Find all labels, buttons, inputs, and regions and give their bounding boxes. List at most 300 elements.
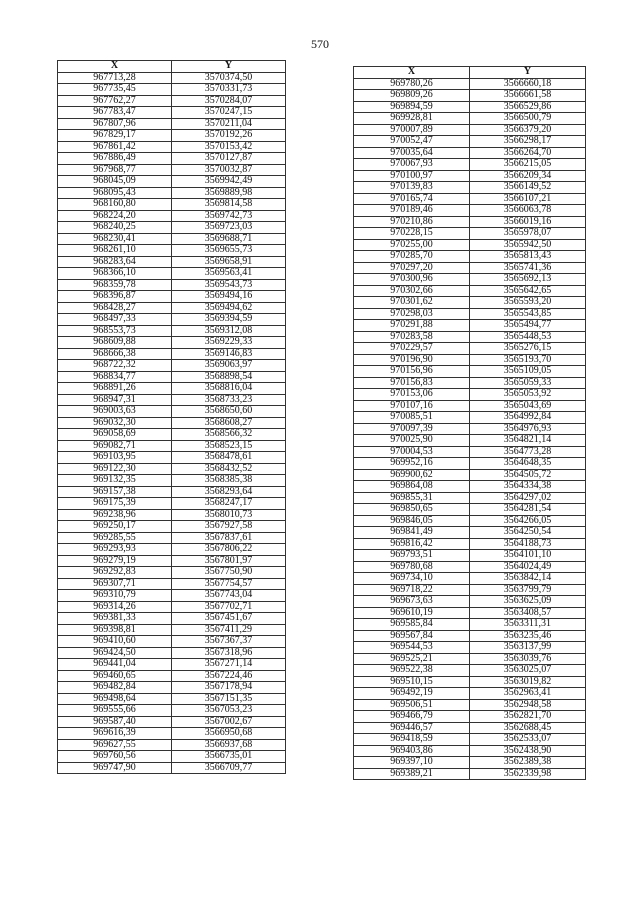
cell-x: 969610,19 bbox=[354, 607, 470, 619]
table-row bbox=[354, 216, 586, 228]
table-row bbox=[58, 555, 286, 567]
cell-x: 970035,64 bbox=[354, 147, 470, 159]
table-row bbox=[58, 659, 286, 671]
cell-x: 967886,49 bbox=[58, 153, 172, 165]
cell-y: 3562389,38 bbox=[470, 757, 586, 769]
cell-y: 3566709,77 bbox=[172, 762, 286, 774]
cell-x: 970067,93 bbox=[354, 159, 470, 171]
cell-x: 969522,38 bbox=[354, 665, 470, 677]
cell-x: 970228,15 bbox=[354, 228, 470, 240]
table-row bbox=[354, 101, 586, 113]
cell-y: 3562963,41 bbox=[470, 688, 586, 700]
cell-y: 3565543,85 bbox=[470, 308, 586, 320]
cell-y: 3564250,54 bbox=[470, 527, 586, 539]
table-row bbox=[58, 130, 286, 142]
cell-y: 3567411,29 bbox=[172, 624, 286, 636]
cell-y: 3570284,07 bbox=[172, 95, 286, 107]
cell-x: 969032,30 bbox=[58, 417, 172, 429]
coordinates-table-left bbox=[57, 60, 286, 774]
table-row bbox=[354, 228, 586, 240]
table-row bbox=[58, 705, 286, 717]
cell-y: 3569889,98 bbox=[172, 187, 286, 199]
cell-y: 3563137,99 bbox=[470, 642, 586, 654]
cell-x: 968240,25 bbox=[58, 222, 172, 234]
cell-y: 3567927,58 bbox=[172, 521, 286, 533]
cell-x: 968722,32 bbox=[58, 360, 172, 372]
table-row bbox=[354, 722, 586, 734]
cell-x: 969846,05 bbox=[354, 515, 470, 527]
table-row bbox=[58, 360, 286, 372]
cell-x: 969410,60 bbox=[58, 636, 172, 648]
table-row bbox=[58, 498, 286, 510]
table-row bbox=[354, 182, 586, 194]
cell-x: 970156,96 bbox=[354, 366, 470, 378]
cell-y: 3570153,42 bbox=[172, 141, 286, 153]
table-row bbox=[58, 153, 286, 165]
cell-x: 969734,10 bbox=[354, 573, 470, 585]
cell-x: 969122,30 bbox=[58, 463, 172, 475]
cell-y: 3562948,58 bbox=[470, 699, 586, 711]
cell-y: 3564188,73 bbox=[470, 538, 586, 550]
table-row bbox=[58, 176, 286, 188]
cell-y: 3564334,38 bbox=[470, 481, 586, 493]
table-row bbox=[58, 337, 286, 349]
table-row bbox=[58, 601, 286, 613]
cell-x: 969460,65 bbox=[58, 670, 172, 682]
table-row bbox=[58, 118, 286, 130]
cell-x: 970189,46 bbox=[354, 205, 470, 217]
cell-y: 3568733,23 bbox=[172, 394, 286, 406]
cell-x: 969238,96 bbox=[58, 509, 172, 521]
cell-y: 3566264,70 bbox=[470, 147, 586, 159]
table-row bbox=[354, 124, 586, 136]
cell-x: 969780,68 bbox=[354, 561, 470, 573]
table-row bbox=[58, 463, 286, 475]
cell-x: 969307,71 bbox=[58, 578, 172, 590]
cell-x: 968396,87 bbox=[58, 291, 172, 303]
table-row bbox=[354, 642, 586, 654]
cell-y: 3564821,14 bbox=[470, 435, 586, 447]
table-row bbox=[58, 314, 286, 326]
table-row bbox=[354, 515, 586, 527]
cell-y: 3564505,72 bbox=[470, 469, 586, 481]
cell-x: 969900,62 bbox=[354, 469, 470, 481]
cell-y: 3562438,90 bbox=[470, 745, 586, 757]
table-row bbox=[58, 429, 286, 441]
cell-y: 3570331,73 bbox=[172, 84, 286, 96]
cell-y: 3570374,50 bbox=[172, 72, 286, 84]
cell-y: 3565978,07 bbox=[470, 228, 586, 240]
table-row bbox=[58, 164, 286, 176]
cell-y: 3566298,17 bbox=[470, 136, 586, 148]
cell-x: 967713,28 bbox=[58, 72, 172, 84]
cell-y: 3567801,97 bbox=[172, 555, 286, 567]
cell-x: 967968,77 bbox=[58, 164, 172, 176]
cell-x: 969809,26 bbox=[354, 90, 470, 102]
table-row bbox=[354, 584, 586, 596]
cell-y: 3563235,46 bbox=[470, 630, 586, 642]
cell-y: 3562339,98 bbox=[470, 768, 586, 780]
table-row bbox=[354, 757, 586, 769]
cell-x: 970165,74 bbox=[354, 193, 470, 205]
cell-x: 969285,55 bbox=[58, 532, 172, 544]
table-row bbox=[354, 354, 586, 366]
cell-x: 969398,81 bbox=[58, 624, 172, 636]
cell-y: 3564648,35 bbox=[470, 458, 586, 470]
table-row bbox=[58, 199, 286, 211]
cell-x: 969747,90 bbox=[58, 762, 172, 774]
cell-y: 3569494,16 bbox=[172, 291, 286, 303]
cell-y: 3565276,15 bbox=[470, 343, 586, 355]
cell-y: 3569229,33 bbox=[172, 337, 286, 349]
table-row bbox=[58, 256, 286, 268]
table-row bbox=[354, 435, 586, 447]
cell-y: 3563799,79 bbox=[470, 584, 586, 596]
table-row bbox=[58, 578, 286, 590]
cell-y: 3566379,20 bbox=[470, 124, 586, 136]
cell-y: 3567743,04 bbox=[172, 590, 286, 602]
cell-x: 969492,19 bbox=[354, 688, 470, 700]
table-row bbox=[58, 187, 286, 199]
cell-x: 967783,47 bbox=[58, 107, 172, 119]
cell-y: 3569658,91 bbox=[172, 256, 286, 268]
cell-x: 969567,84 bbox=[354, 630, 470, 642]
cell-x: 970300,96 bbox=[354, 274, 470, 286]
cell-y: 3564024,49 bbox=[470, 561, 586, 573]
cell-x: 968666,38 bbox=[58, 348, 172, 360]
table-row bbox=[58, 647, 286, 659]
cell-x: 969292,83 bbox=[58, 567, 172, 579]
table-row bbox=[354, 573, 586, 585]
table-row bbox=[354, 389, 586, 401]
cell-x: 970298,03 bbox=[354, 308, 470, 320]
table-row bbox=[354, 561, 586, 573]
cell-y: 3568478,61 bbox=[172, 452, 286, 464]
table-row bbox=[354, 596, 586, 608]
cell-y: 3569063,97 bbox=[172, 360, 286, 372]
table-row bbox=[58, 475, 286, 487]
cell-x: 969082,71 bbox=[58, 440, 172, 452]
table-row bbox=[354, 400, 586, 412]
cell-y: 3570032,87 bbox=[172, 164, 286, 176]
table-row bbox=[354, 113, 586, 125]
cell-x: 969585,84 bbox=[354, 619, 470, 631]
table-row bbox=[354, 699, 586, 711]
table-row bbox=[58, 302, 286, 314]
cell-x: 969279,19 bbox=[58, 555, 172, 567]
table-row bbox=[354, 78, 586, 90]
table-row bbox=[58, 567, 286, 579]
cell-x: 968609,88 bbox=[58, 337, 172, 349]
cell-y: 3569394,59 bbox=[172, 314, 286, 326]
cell-y: 3569312,08 bbox=[172, 325, 286, 337]
table-row bbox=[354, 768, 586, 780]
cell-y: 3570192,26 bbox=[172, 130, 286, 142]
cell-x: 968359,78 bbox=[58, 279, 172, 291]
cell-y: 3569655,73 bbox=[172, 245, 286, 257]
cell-x: 969673,63 bbox=[354, 596, 470, 608]
cell-y: 3567178,94 bbox=[172, 682, 286, 694]
table-row bbox=[354, 734, 586, 746]
cell-y: 3568293,64 bbox=[172, 486, 286, 498]
table-row bbox=[354, 262, 586, 274]
cell-x: 969498,64 bbox=[58, 693, 172, 705]
cell-y: 3567702,71 bbox=[172, 601, 286, 613]
cell-x: 969482,84 bbox=[58, 682, 172, 694]
cell-y: 3568608,27 bbox=[172, 417, 286, 429]
table-row bbox=[58, 486, 286, 498]
cell-y: 3569814,58 bbox=[172, 199, 286, 211]
cell-y: 3566215,05 bbox=[470, 159, 586, 171]
table-row bbox=[354, 538, 586, 550]
column-header-x: X bbox=[58, 61, 172, 73]
cell-y: 3565053,92 bbox=[470, 389, 586, 401]
cell-x: 967762,27 bbox=[58, 95, 172, 107]
cell-y: 3565109,05 bbox=[470, 366, 586, 378]
table-row bbox=[354, 653, 586, 665]
cell-y: 3567750,90 bbox=[172, 567, 286, 579]
table-row bbox=[58, 84, 286, 96]
cell-x: 969627,55 bbox=[58, 739, 172, 751]
cell-y: 3568898,54 bbox=[172, 371, 286, 383]
cell-y: 3566019,16 bbox=[470, 216, 586, 228]
table-header-row bbox=[58, 61, 286, 73]
table-row bbox=[354, 159, 586, 171]
cell-y: 3563625,09 bbox=[470, 596, 586, 608]
table-row bbox=[58, 141, 286, 153]
cell-y: 3564266,05 bbox=[470, 515, 586, 527]
cell-x: 968230,41 bbox=[58, 233, 172, 245]
table-row bbox=[354, 630, 586, 642]
cell-x: 969525,21 bbox=[354, 653, 470, 665]
cell-y: 3567151,35 bbox=[172, 693, 286, 705]
cell-x: 967735,45 bbox=[58, 84, 172, 96]
cell-x: 969003,63 bbox=[58, 406, 172, 418]
cell-x: 969314,26 bbox=[58, 601, 172, 613]
cell-y: 3563025,07 bbox=[470, 665, 586, 677]
cell-y: 3567754,57 bbox=[172, 578, 286, 590]
cell-x: 968553,73 bbox=[58, 325, 172, 337]
cell-y: 3567806,22 bbox=[172, 544, 286, 556]
cell-x: 969555,66 bbox=[58, 705, 172, 717]
table-row bbox=[58, 210, 286, 222]
table-row bbox=[58, 72, 286, 84]
table-row bbox=[354, 297, 586, 309]
cell-y: 3563842,14 bbox=[470, 573, 586, 585]
cell-y: 3570211,04 bbox=[172, 118, 286, 130]
table-row bbox=[354, 504, 586, 516]
cell-x: 969864,08 bbox=[354, 481, 470, 493]
cell-y: 3566950,68 bbox=[172, 728, 286, 740]
cell-x: 970097,39 bbox=[354, 423, 470, 435]
cell-x: 970004,53 bbox=[354, 446, 470, 458]
cell-y: 3565942,50 bbox=[470, 239, 586, 251]
table-row bbox=[58, 716, 286, 728]
cell-x: 970196,90 bbox=[354, 354, 470, 366]
cell-x: 969510,15 bbox=[354, 676, 470, 688]
table-row bbox=[58, 590, 286, 602]
column-header-y: Y bbox=[470, 67, 586, 79]
table-row bbox=[58, 245, 286, 257]
cell-x: 970285,70 bbox=[354, 251, 470, 263]
table-row bbox=[58, 728, 286, 740]
cell-y: 3566735,01 bbox=[172, 751, 286, 763]
cell-y: 3563408,57 bbox=[470, 607, 586, 619]
cell-x: 969397,10 bbox=[354, 757, 470, 769]
cell-y: 3570247,15 bbox=[172, 107, 286, 119]
table-row bbox=[354, 412, 586, 424]
cell-x: 969587,40 bbox=[58, 716, 172, 728]
cell-y: 3563019,82 bbox=[470, 676, 586, 688]
table-row bbox=[354, 90, 586, 102]
cell-y: 3564297,02 bbox=[470, 492, 586, 504]
table-row bbox=[354, 481, 586, 493]
cell-x: 969389,21 bbox=[354, 768, 470, 780]
cell-x: 969293,93 bbox=[58, 544, 172, 556]
cell-y: 3569563,41 bbox=[172, 268, 286, 280]
cell-x: 970052,47 bbox=[354, 136, 470, 148]
coordinates-table-right bbox=[353, 66, 586, 780]
page-number: 570 bbox=[311, 37, 329, 51]
cell-y: 3569742,73 bbox=[172, 210, 286, 222]
cell-x: 968095,43 bbox=[58, 187, 172, 199]
table-row bbox=[354, 320, 586, 332]
cell-y: 3565448,53 bbox=[470, 331, 586, 343]
cell-x: 970139,83 bbox=[354, 182, 470, 194]
cell-y: 3565193,70 bbox=[470, 354, 586, 366]
table-row bbox=[354, 308, 586, 320]
table-row bbox=[58, 509, 286, 521]
cell-y: 3568247,17 bbox=[172, 498, 286, 510]
table-row bbox=[354, 285, 586, 297]
table-row bbox=[354, 619, 586, 631]
table-row bbox=[58, 417, 286, 429]
cell-x: 969175,39 bbox=[58, 498, 172, 510]
table-header-row bbox=[354, 67, 586, 79]
table-row bbox=[354, 377, 586, 389]
column-header-y: Y bbox=[172, 61, 286, 73]
cell-x: 968283,64 bbox=[58, 256, 172, 268]
table-row bbox=[354, 688, 586, 700]
cell-x: 970229,57 bbox=[354, 343, 470, 355]
cell-x: 969816,42 bbox=[354, 538, 470, 550]
cell-x: 970085,51 bbox=[354, 412, 470, 424]
cell-y: 3568432,52 bbox=[172, 463, 286, 475]
cell-x: 969718,22 bbox=[354, 584, 470, 596]
cell-y: 3566937,68 bbox=[172, 739, 286, 751]
cell-y: 3562821,70 bbox=[470, 711, 586, 723]
cell-y: 3568650,60 bbox=[172, 406, 286, 418]
cell-x: 969157,38 bbox=[58, 486, 172, 498]
table-row bbox=[58, 348, 286, 360]
cell-y: 3565593,20 bbox=[470, 297, 586, 309]
cell-y: 3567318,96 bbox=[172, 647, 286, 659]
cell-x: 970153,06 bbox=[354, 389, 470, 401]
cell-y: 3568385,38 bbox=[172, 475, 286, 487]
cell-x: 968834,77 bbox=[58, 371, 172, 383]
table-row bbox=[354, 205, 586, 217]
table-row bbox=[58, 613, 286, 625]
cell-y: 3562533,07 bbox=[470, 734, 586, 746]
cell-x: 969424,50 bbox=[58, 647, 172, 659]
cell-y: 3567224,46 bbox=[172, 670, 286, 682]
cell-y: 3564976,93 bbox=[470, 423, 586, 435]
cell-y: 3570127,87 bbox=[172, 153, 286, 165]
cell-y: 3569543,73 bbox=[172, 279, 286, 291]
table-row bbox=[58, 636, 286, 648]
cell-x: 969446,57 bbox=[354, 722, 470, 734]
cell-y: 3565813,43 bbox=[470, 251, 586, 263]
table-row bbox=[58, 532, 286, 544]
cell-y: 3568816,04 bbox=[172, 383, 286, 395]
cell-x: 969928,81 bbox=[354, 113, 470, 125]
table-row bbox=[354, 711, 586, 723]
cell-x: 969952,16 bbox=[354, 458, 470, 470]
cell-x: 968224,20 bbox=[58, 210, 172, 222]
table-row bbox=[58, 682, 286, 694]
cell-x: 969058,69 bbox=[58, 429, 172, 441]
cell-x: 970100,97 bbox=[354, 170, 470, 182]
table-row bbox=[354, 446, 586, 458]
cell-x: 969403,86 bbox=[354, 745, 470, 757]
table-row bbox=[58, 222, 286, 234]
table-row bbox=[354, 331, 586, 343]
cell-x: 969841,49 bbox=[354, 527, 470, 539]
cell-y: 3566149,52 bbox=[470, 182, 586, 194]
table-row bbox=[58, 440, 286, 452]
table-row bbox=[58, 371, 286, 383]
table-row bbox=[58, 452, 286, 464]
cell-y: 3564101,10 bbox=[470, 550, 586, 562]
cell-x: 969310,79 bbox=[58, 590, 172, 602]
cell-y: 3568523,15 bbox=[172, 440, 286, 452]
table-row bbox=[58, 693, 286, 705]
table-row bbox=[354, 458, 586, 470]
cell-y: 3568010,73 bbox=[172, 509, 286, 521]
cell-x: 967807,96 bbox=[58, 118, 172, 130]
cell-x: 970301,62 bbox=[354, 297, 470, 309]
cell-y: 3565043,69 bbox=[470, 400, 586, 412]
table-row bbox=[354, 745, 586, 757]
cell-x: 969381,33 bbox=[58, 613, 172, 625]
table-row bbox=[58, 762, 286, 774]
cell-x: 969894,59 bbox=[354, 101, 470, 113]
cell-x: 970291,88 bbox=[354, 320, 470, 332]
cell-y: 3567053,23 bbox=[172, 705, 286, 717]
table-row bbox=[354, 170, 586, 182]
table-row bbox=[58, 291, 286, 303]
cell-x: 968160,80 bbox=[58, 199, 172, 211]
table-row bbox=[354, 607, 586, 619]
cell-x: 968891,26 bbox=[58, 383, 172, 395]
cell-y: 3567367,37 bbox=[172, 636, 286, 648]
table-row bbox=[58, 670, 286, 682]
table-row bbox=[58, 268, 286, 280]
cell-y: 3567451,67 bbox=[172, 613, 286, 625]
cell-x: 970025,90 bbox=[354, 435, 470, 447]
cell-y: 3566500,79 bbox=[470, 113, 586, 125]
cell-x: 968366,10 bbox=[58, 268, 172, 280]
cell-y: 3566529,86 bbox=[470, 101, 586, 113]
table-row bbox=[58, 739, 286, 751]
cell-y: 3566107,21 bbox=[470, 193, 586, 205]
cell-x: 969250,17 bbox=[58, 521, 172, 533]
cell-x: 968261,10 bbox=[58, 245, 172, 257]
table-row bbox=[58, 107, 286, 119]
table-row bbox=[354, 251, 586, 263]
table-row bbox=[58, 279, 286, 291]
cell-x: 967861,42 bbox=[58, 141, 172, 153]
